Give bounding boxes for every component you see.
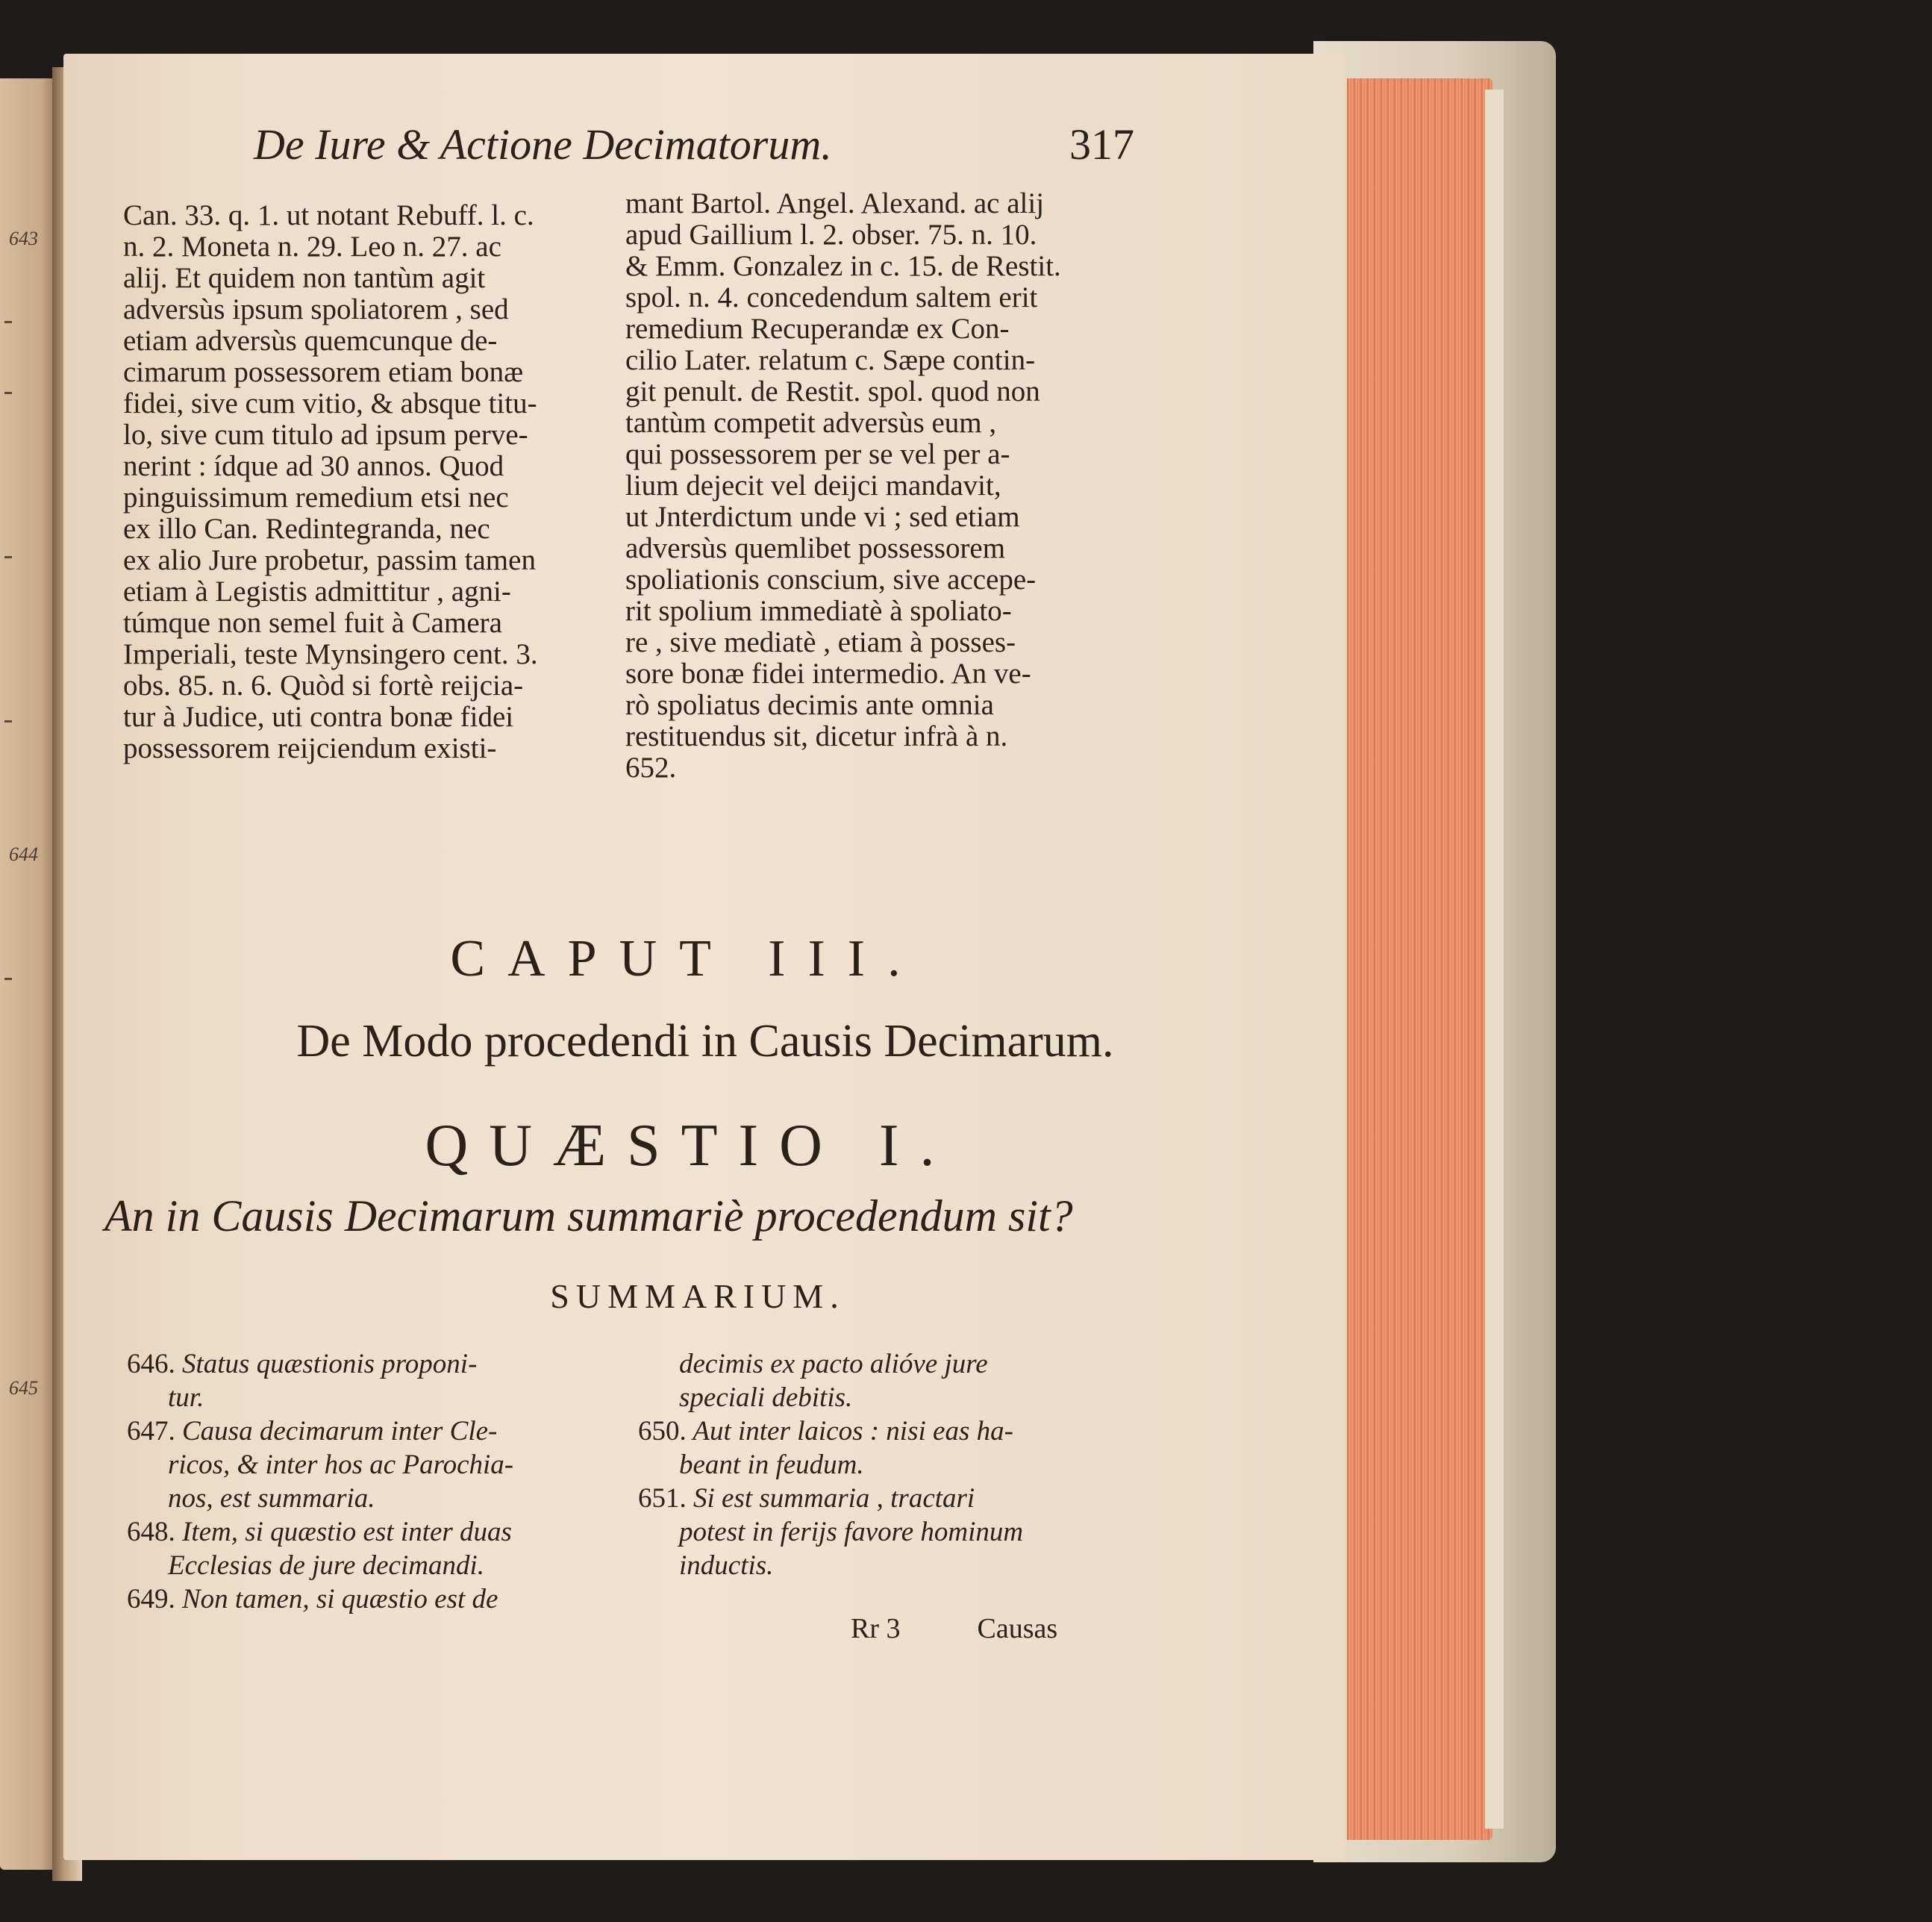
text-line: sore bonæ fidei intermedio. An ve-	[625, 658, 1031, 690]
chapter-subtitle: De Modo procedendi in Causis Decimarum.	[296, 1016, 1114, 1067]
summary-item: tur.	[168, 1382, 204, 1413]
text-line: tantùm competit adversùs eum ,	[625, 407, 997, 439]
summary-heading: SUMMARIUM.	[550, 1277, 845, 1315]
margin-mark	[4, 392, 12, 394]
question-heading: QUÆSTIO I.	[425, 1113, 956, 1179]
page-edges-end	[1485, 90, 1504, 1829]
summary-item: nos, est summaria.	[168, 1483, 375, 1514]
margin-mark	[4, 978, 12, 980]
text-column-left	[123, 200, 601, 764]
summary-item: beant in feudum.	[679, 1450, 864, 1480]
text-line: obs. 85. n. 6. Quòd si fortè reijcia-	[123, 670, 524, 702]
running-header	[254, 119, 1134, 169]
margin-mark	[4, 556, 12, 558]
margin-mark	[4, 720, 12, 723]
text-line: possessorem reijciendum existi-	[123, 732, 497, 764]
summary-column-left	[127, 1347, 612, 1616]
facing-page-edge	[0, 78, 60, 1870]
text-line: spoliationis conscium, sive accepe-	[625, 564, 1037, 596]
margin-number: 645	[9, 1377, 38, 1399]
catchword: Causas	[977, 1613, 1058, 1644]
text-line: mant Bartol. Angel. Alexand. ac alij	[625, 187, 1045, 219]
text-line: rò spoliatus decimis ante omnia	[625, 689, 994, 721]
text-line: cilio Later. relatum c. Sæpe contin-	[625, 344, 1036, 376]
summary-item: 646. Status quæstionis proponi-	[127, 1349, 478, 1379]
text-column-right	[625, 188, 1133, 784]
margin-number: 643	[9, 228, 38, 249]
summary-item: ricos, & inter hos ac Parochia-	[168, 1450, 514, 1480]
text-line: ex alio Jure probetur, passim tamen	[123, 544, 536, 576]
text-line: etiam à Legistis admittitur , agni-	[123, 575, 511, 608]
text-line: adversùs quemlibet possessorem	[625, 532, 1006, 564]
text-line: adversùs ipsum spoliatorem , sed	[123, 293, 509, 325]
summary-item: 651. Si est summaria , tractari	[638, 1483, 975, 1514]
text-line: cimarum possessorem etiam bonæ	[123, 356, 524, 388]
text-line: & Emm. Gonzalez in c. 15. de Restit.	[625, 250, 1061, 282]
text-line: apud Gaillium l. 2. obser. 75. n. 10.	[625, 219, 1037, 251]
text-line: fidei, sive cum vitio, & absque titu-	[123, 387, 537, 419]
margin-mark	[4, 321, 12, 323]
text-line: tur à Judice, uti contra bonæ fidei	[123, 701, 514, 733]
text-line: 652.	[625, 752, 677, 784]
text-line: lo, sive cum titulo ad ipsum perve-	[123, 419, 528, 451]
page-footer	[851, 1612, 1134, 1645]
text-line: Imperiali, teste Mynsingero cent. 3.	[123, 638, 538, 670]
text-line: ut Jnterdictum unde vi ; sed etiam	[625, 501, 1020, 533]
summary-item: Ecclesias de jure decimandi.	[168, 1550, 485, 1581]
page-edges-red	[1343, 78, 1492, 1840]
text-line: remedium Recuperandæ ex Con-	[625, 313, 1010, 345]
text-line: spol. n. 4. concedendum saltem erit	[625, 281, 1038, 313]
text-line: lium dejecit vel deijci mandavit,	[625, 469, 1001, 502]
margin-number: 644	[9, 843, 38, 865]
text-line: ex illo Can. Redintegranda, nec	[123, 513, 490, 545]
summary-item: decimis ex pacto alióve jure	[679, 1349, 988, 1379]
signature-mark: Rr 3	[851, 1613, 901, 1644]
question-title: An in Causis Decimarum summariè procedendum sit?	[104, 1191, 1073, 1241]
text-line: Can. 33. q. 1. ut notant Rebuff. l. c.	[123, 199, 534, 231]
summary-item: inductis.	[679, 1550, 774, 1581]
text-line: pinguissimum remedium etsi nec	[123, 481, 509, 514]
text-line: rit spolium immediatè à spoliato-	[625, 595, 1012, 627]
summary-item: potest in ferijs favore hominum	[679, 1517, 1024, 1547]
summary-item: 650. Aut inter laicos : nisi eas ha-	[638, 1416, 1013, 1447]
chapter-heading: CAPUT III.	[450, 930, 923, 987]
text-line: qui possessorem per se vel per a-	[625, 438, 1010, 470]
summary-item: 649. Non tamen, si quæstio est de	[127, 1584, 498, 1614]
text-line: n. 2. Moneta n. 29. Leo n. 27. ac	[123, 231, 501, 263]
text-line: alij. Et quidem non tantùm agit	[123, 262, 486, 294]
page-number: 317	[1069, 120, 1134, 169]
text-line: restituendus sit, dicetur infrà à n.	[625, 720, 1008, 752]
summary-item: 648. Item, si quæstio est inter duas	[127, 1517, 512, 1547]
text-line: re , sive mediatè , etiam à posses-	[625, 626, 1016, 658]
header-title: De Iure & Actione Decimatorum.	[254, 120, 832, 169]
text-line: túmque non semel fuit à Camera	[123, 607, 502, 639]
summary-column-right	[638, 1347, 1145, 1582]
text-line: git penult. de Restit. spol. quod non	[625, 375, 1040, 408]
text-line: nerint : ídque ad 30 annos. Quod	[123, 450, 504, 482]
summary-item: speciali debitis.	[679, 1382, 853, 1413]
text-line: etiam adversùs quemcunque de-	[123, 325, 498, 357]
summary-item: 647. Causa decimarum inter Cle-	[127, 1416, 498, 1447]
